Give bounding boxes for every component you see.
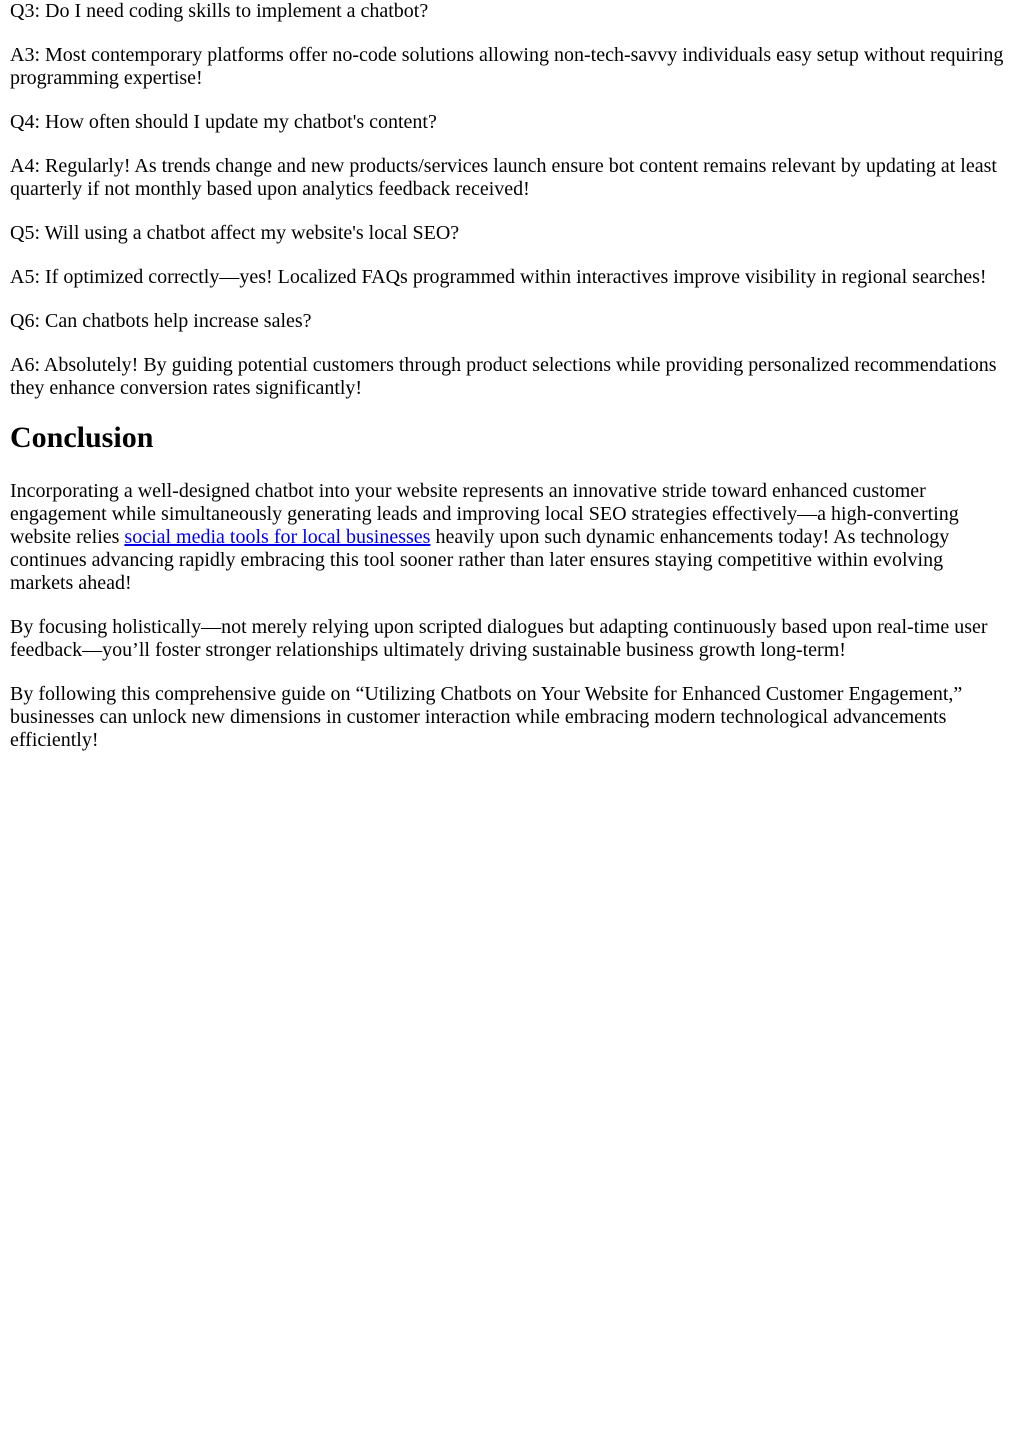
conclusion-heading: Conclusion: [10, 421, 154, 454]
conclusion-paragraph-1-start: Incorporating a well-designed chatbot into your website represents an innovative stride toward enhanced customer engagement while simultaneously generating leads and improving local SEO strategies effectively—a high-converting website relies: [10, 480, 959, 548]
faq-question-4: Q4: How often should I update my chatbot's content?: [10, 111, 437, 133]
faq-answer-5: A5: If optimized correctly—yes! Localized FAQs programmed within interactives improve visibility in regional searches!: [10, 266, 987, 288]
faq-question-5: Q5: Will using a chatbot affect my website's local SEO?: [10, 222, 460, 244]
faq-question-3: Q3: Do I need coding skills to implement a chatbot?: [10, 0, 429, 22]
conclusion-paragraph-1-end: heavily upon such dynamic enhancements today! As technology continues advancing rapidly embracing this tool sooner rather than later ensures staying competitive within evolving markets ahead!: [10, 526, 950, 594]
faq-answer-6: A6: Absolutely! By guiding potential customers through product selections while providing personalized recommendations they enhance conversion rates significantly!: [10, 354, 997, 399]
faq-answer-3: A3: Most contemporary platforms offer no-code solutions allowing non-tech-savvy individuals easy setup without requiring programming expertise!: [10, 44, 1004, 89]
faq-question-6: Q6: Can chatbots help increase sales?: [10, 310, 312, 332]
article-body: [10, 0, 1005, 773]
conclusion-paragraph-1: [10, 480, 1005, 595]
faq-answer-4: A4: Regularly! As trends change and new products/services launch ensure bot content remains relevant by updating at least quarterly if not monthly based upon analytics feedback received!: [10, 155, 997, 200]
conclusion-paragraph-2: By focusing holistically—not merely relying upon scripted dialogues but adapting continuously based upon real-time user feedback—you’ll foster stronger relationships ultimately driving sustainable business growth long-term!: [10, 616, 988, 661]
conclusion-paragraph-3: By following this comprehensive guide on “Utilizing Chatbots on Your Website for Enhanced Customer Engagement,” businesses can unlock new dimensions in customer interaction while embracing modern technological advancements efficiently!: [10, 683, 963, 751]
social-media-tools-link[interactable]: social media tools for local businesses: [124, 526, 431, 548]
